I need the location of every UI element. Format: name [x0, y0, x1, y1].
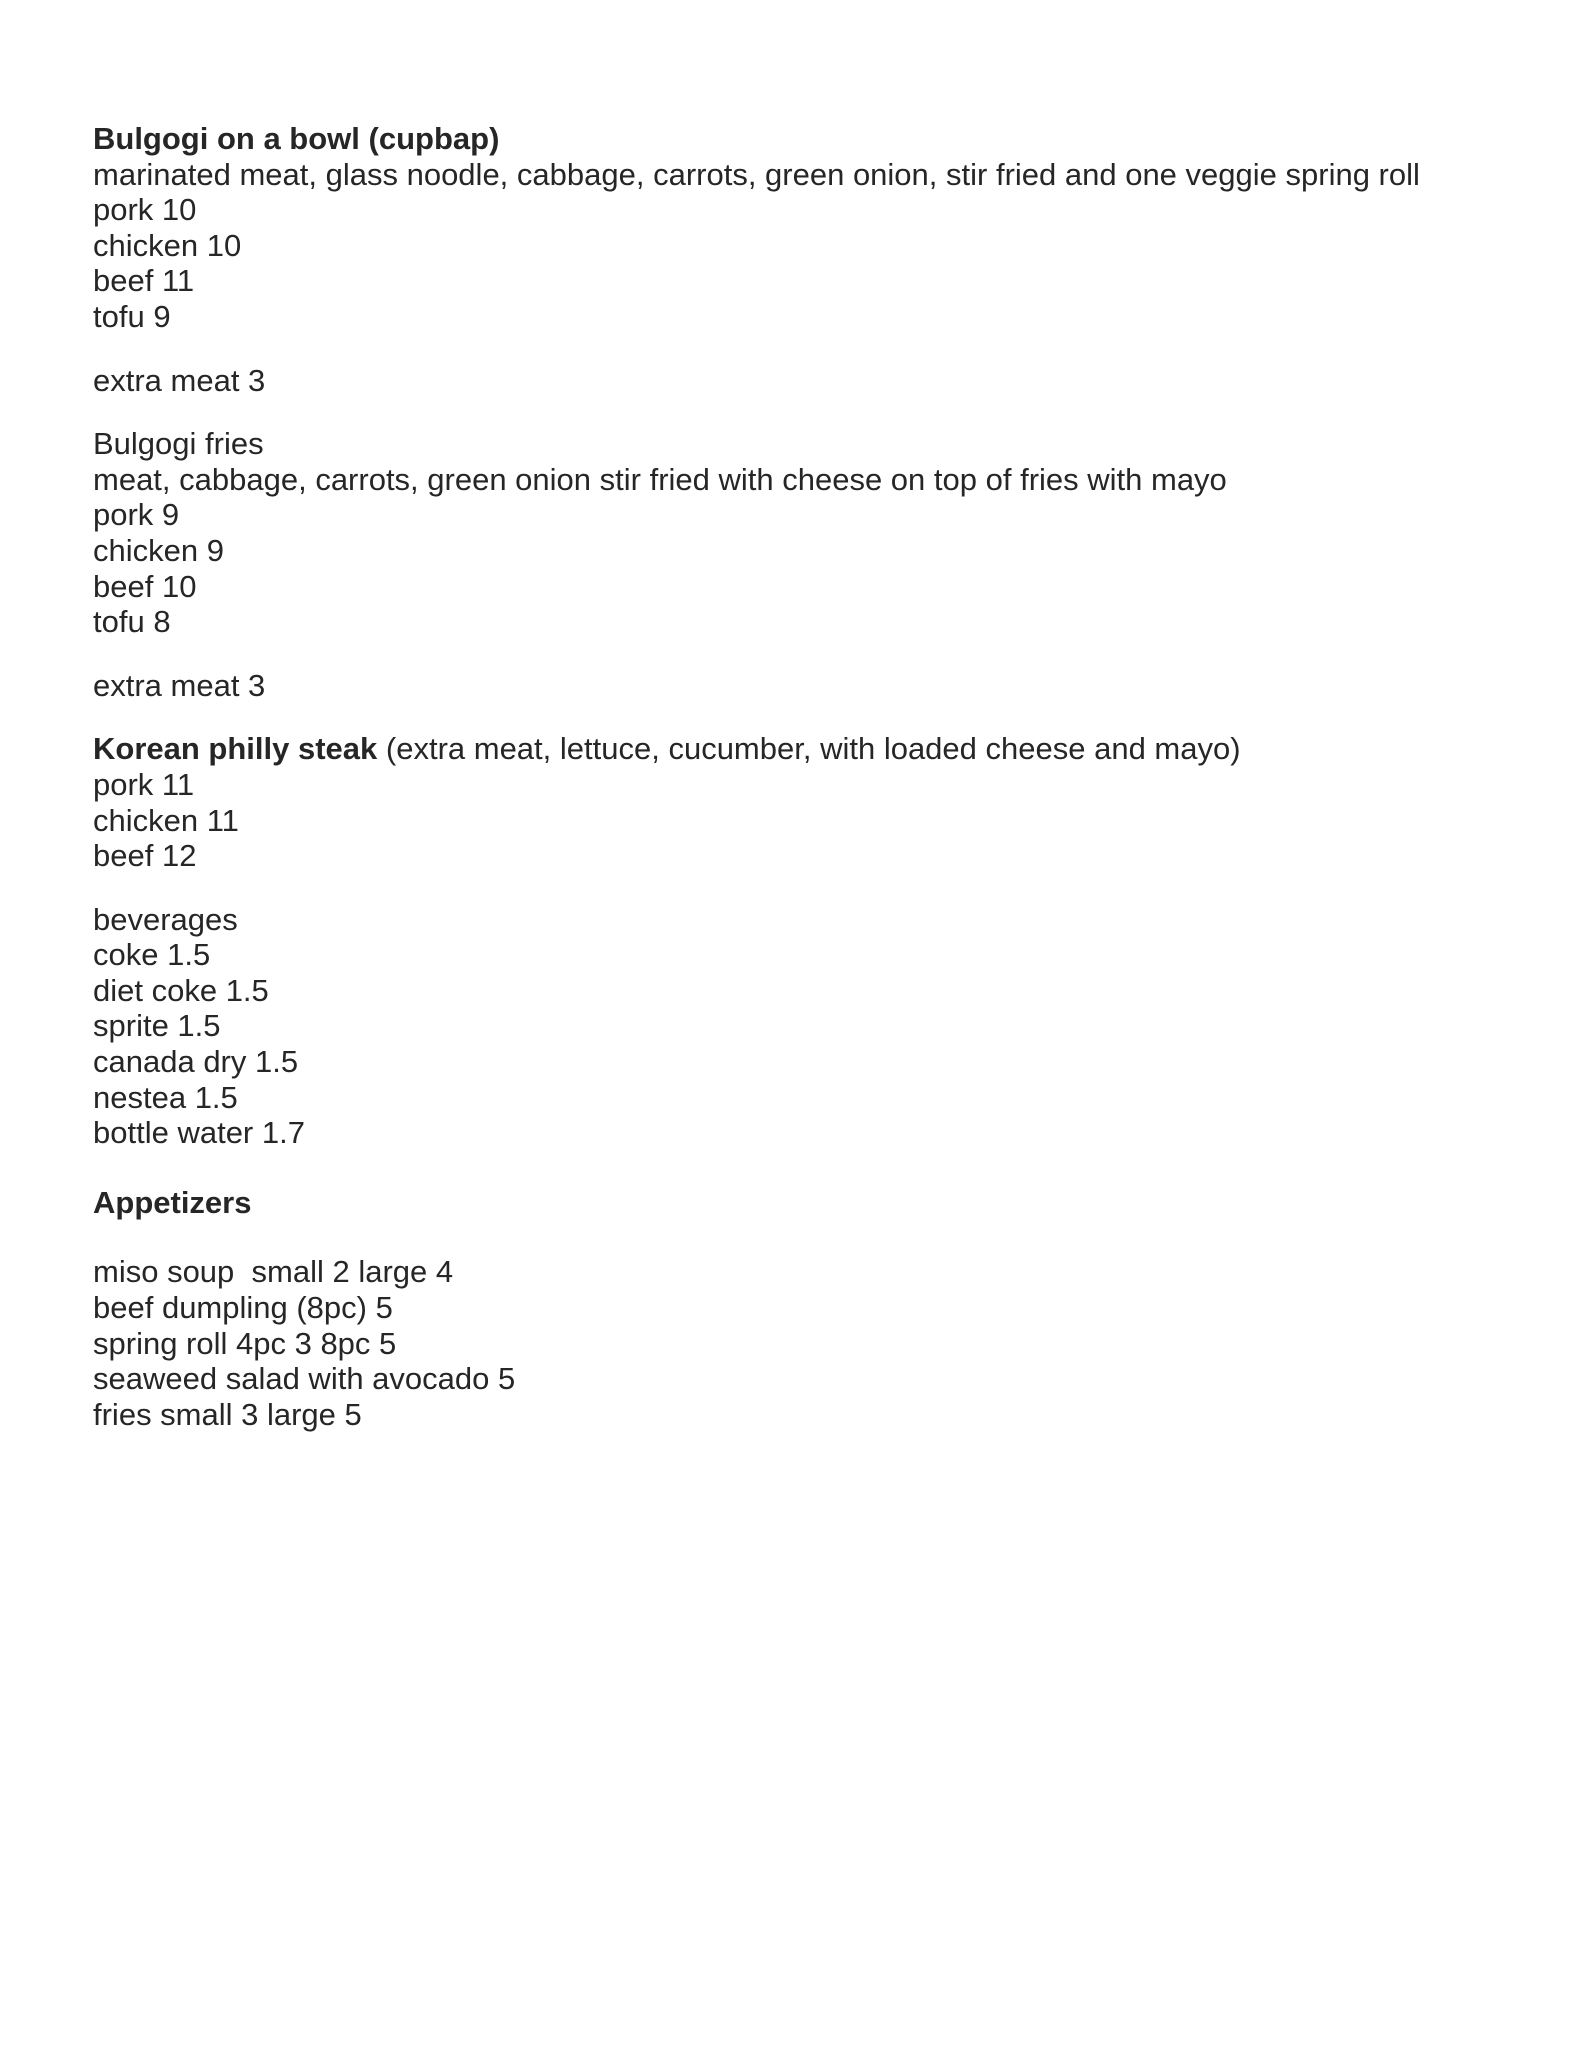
menu-item: chicken 9	[93, 532, 224, 568]
menu-item: fries small 3 large 5	[93, 1396, 362, 1432]
menu-document	[93, 121, 1533, 1432]
menu-item: canada dry 1.5	[93, 1044, 299, 1080]
section-title: Bulgogi fries	[93, 426, 264, 462]
menu-item: pork 11	[93, 766, 195, 802]
menu-item: tofu 9	[93, 298, 171, 334]
extra-meat-note: extra meat 3	[93, 362, 266, 398]
section-heading	[93, 731, 1533, 767]
section-appetizers	[93, 1185, 1533, 1433]
section-bulgogi-bowl	[93, 121, 1533, 335]
section-title: Bulgogi on a bowl (cupbap)	[93, 121, 500, 156]
menu-item: diet coke 1.5	[93, 972, 269, 1008]
section-description: meat, cabbage, carrots, green onion stir fried with cheese on top of fries with mayo	[93, 461, 1227, 497]
spacer	[93, 1151, 1533, 1185]
menu-item: beef 12	[93, 838, 197, 874]
menu-item: pork 9	[93, 497, 180, 533]
menu-item: sprite 1.5	[93, 1008, 221, 1044]
spacer	[93, 398, 1533, 426]
extra-meat-note: extra meat 3	[93, 667, 266, 703]
section-title: Korean philly steak	[93, 731, 378, 767]
spacer	[93, 1220, 1533, 1254]
menu-item: nestea 1.5	[93, 1079, 238, 1115]
menu-item: bottle water 1.7	[93, 1115, 305, 1151]
spacer	[93, 874, 1533, 902]
section-beverages	[93, 902, 1533, 1151]
menu-item: beef 10	[93, 568, 197, 604]
spacer	[93, 640, 1533, 668]
menu-item: miso soup small 2 large 4	[93, 1254, 454, 1290]
section-description: marinated meat, glass noodle, cabbage, carrots, green onion, stir fried and one veggie spring roll	[93, 156, 1420, 192]
menu-item: beef dumpling (8pc) 5	[93, 1290, 393, 1326]
menu-item: spring roll 4pc 3 8pc 5	[93, 1325, 397, 1361]
section-bulgogi-fries	[93, 426, 1533, 640]
menu-item: pork 10	[93, 192, 197, 228]
menu-item: beef 11	[93, 263, 195, 299]
section-title: Appetizers	[93, 1184, 252, 1220]
section-note: (extra meat, lettuce, cucumber, with loaded cheese and mayo)	[377, 731, 1241, 767]
menu-item: chicken 10	[93, 227, 242, 263]
menu-item: tofu 8	[93, 604, 171, 640]
section-korean-philly-steak	[93, 731, 1533, 873]
spacer	[93, 335, 1533, 363]
menu-item: seaweed salad with avocado 5	[93, 1361, 516, 1397]
menu-item: chicken 11	[93, 802, 239, 838]
section-title: beverages	[93, 901, 238, 937]
menu-item: coke 1.5	[93, 937, 211, 973]
spacer	[93, 703, 1533, 731]
